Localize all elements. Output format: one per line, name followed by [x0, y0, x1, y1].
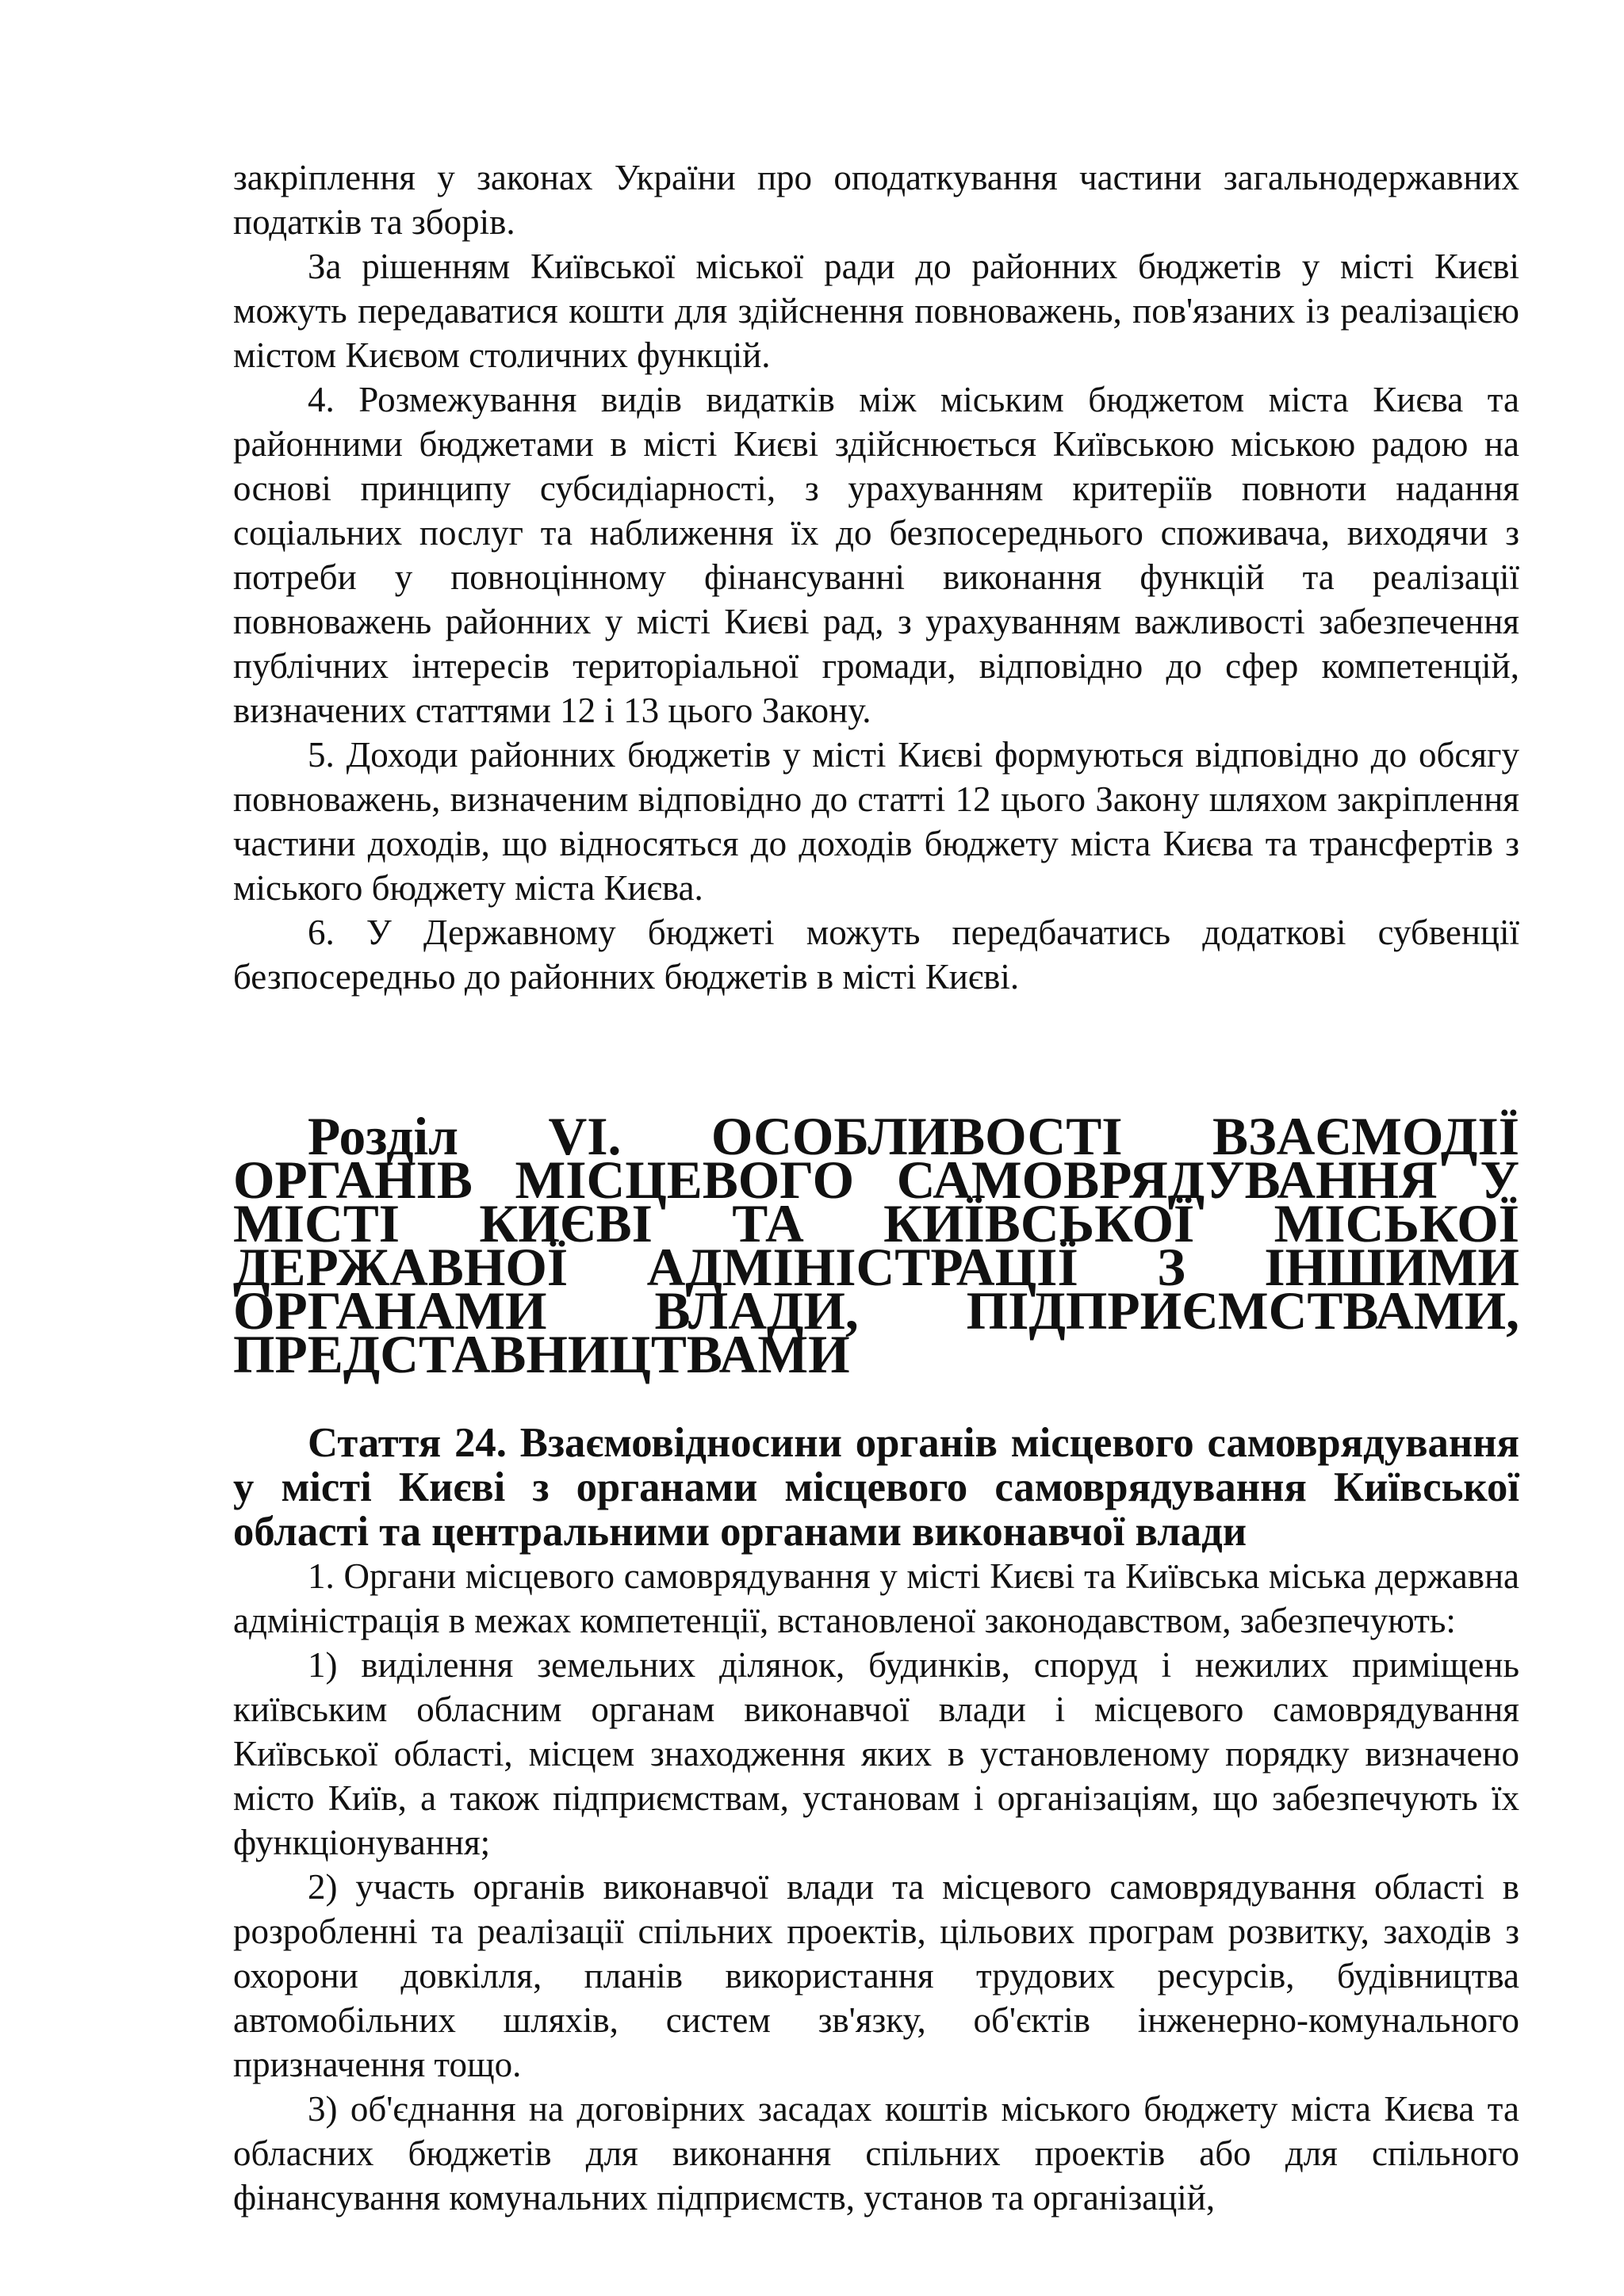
- paragraph-subitem-1: 1) виділення земельних ділянок, будинків, споруд і нежилих приміщень київським обласним органам виконавчої влади і місцевого самоврядування Київської області, місцем знаходження яких в установленому порядку визначено місто Київ, а також підприємствам, установам і організаціям, що забезпечують їх функціонування;: [233, 1645, 1519, 1862]
- section-spacer: [233, 999, 1519, 1115]
- article-title: Стаття 24. Взаємовідносини органів місцевого самоврядування у місті Києві з органами місцевого самоврядування Київської області та центральними органами виконавчої влади: [233, 1420, 1519, 1555]
- paragraph-article-item-1: 1. Органи місцевого самоврядування у місті Києві та Київська міська державна адміністрація в межах компетенції, встановленої законодавством, забезпечують:: [233, 1556, 1519, 1640]
- paragraph-kyiv-council-decision: За рішенням Київської міської ради до районних бюджетів у місті Києві можуть передаватися кошти для здійснення повноважень, пов'язаних із реалізацією містом Києвом столичних функцій.: [233, 247, 1519, 375]
- paragraph-item-5: 5. Доходи районних бюджетів у місті Києві формуються відповідно до обсягу повноважень, визначеним відповідно до статті 12 цього Закону шляхом закріплення частини доходів, що відносяться до доходів бюджету міста Києва та трансфертів з міського бюджету міста Києва.: [233, 735, 1519, 908]
- paragraph-subitem-2: 2) участь органів виконавчої влади та місцевого самоврядування області в розробленні та реалізації спільних проектів, цільових програм розвитку, заходів з охорони довкілля, планів використання трудових ресурсів, будівництва автомобільних шляхів, систем зв'язку, об'єктів інженерно-комунального призначення тощо.: [233, 1867, 1519, 2084]
- paragraph-subitem-3: 3) об'єднання на договірних засадах коштів міського бюджету міста Києва та обласних бюджетів для виконання спільних проектів або для спільного фінансування комунальних підприємств, установ та організацій,: [233, 2089, 1519, 2218]
- section-title: Розділ VI. ОСОБЛИВОСТІ ВЗАЄМОДІЇ ОРГАНІВ МІСЦЕВОГО САМОВРЯДУВАННЯ У МІСТІ КИЄВІ ТА КИЇВСЬКОЇ МІСЬКОЇ ДЕРЖАВНОЇ АДМІНІСТРАЦІЇ З ІНШИМИ ОРГАНАМИ ВЛАДИ, ПІДПРИЄМСТВАМИ, ПРЕДСТАВНИЦТВАМИ: [233, 1107, 1519, 1384]
- paragraph-continuation: закріплення у законах України про оподаткування частини загальнодержавних податків та зборів.: [233, 158, 1519, 242]
- paragraph-item-4: 4. Розмежування видів видатків між міським бюджетом міста Києва та районними бюджетами в місті Києві здійснюється Київською міською радою на основі принципу субсидіарності, з урахуванням критеріїв повноти надання соціальних послуг та наближення їх до безпосереднього споживача, виходячи з потреби у повноцінному фінансуванні виконання функцій та реалізації повноважень районних у місті Києві рад, з урахуванням важливості забезпечення публічних інтересів територіальної громади, відповідно до сфер компетенцій, визначених статтями 12 і 13 цього Закону.: [233, 380, 1519, 730]
- document-page: [233, 155, 1519, 2220]
- paragraph-item-6: 6. У Державному бюджеті можуть передбачатись додаткові субвенції безпосередньо до районних бюджетів в місті Києві.: [233, 913, 1519, 997]
